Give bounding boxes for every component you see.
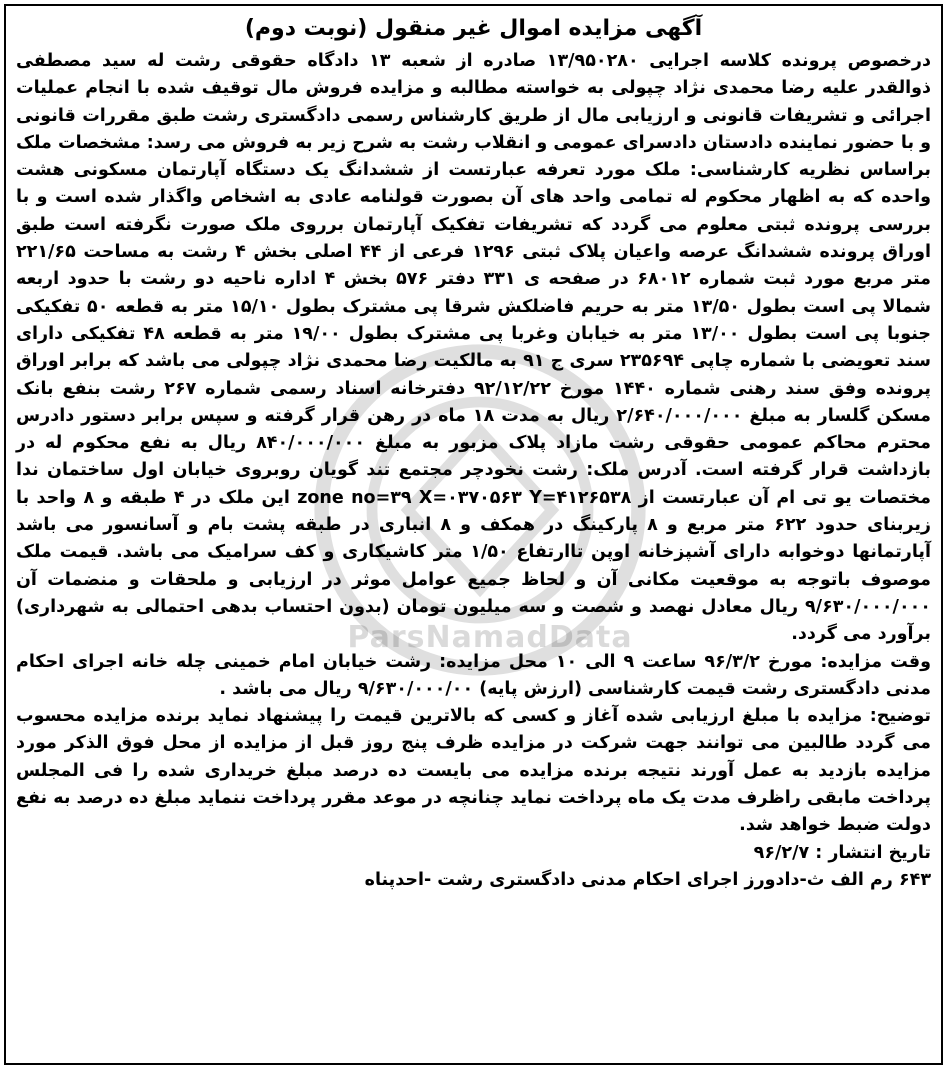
auction-time-paragraph: وقت مزایده: مورخ ۹۶/۳/۲ ساعت ۹ الی ۱۰ محل مزایده: رشت خیابان امام خمینی چله خانه اجرای احکام مدنی دادگستری رشت قیمت کارشناسی (ارزش پایه) ۹/۶۳۰/۰۰۰/۰۰ ریال می باشد . <box>16 651 931 699</box>
publish-date: تاریخ انتشار : ۹۶/۲/۷ <box>753 842 931 863</box>
notice-body-paragraph: درخصوص پرونده کلاسه اجرایی ۱۳/۹۵۰۲۸۰ صادره از شعبه ۱۳ دادگاه حقوقی رشت له سید مصطفی ذوالقدر علیه رضا محمدی نژاد چپولی به خواسته مطالبه و مزایده فروش مال توقیف شده با انجام عملیات اجرائی و تشریفات قانونی و ارزیابی مال از طریق کارشناس رسمی دادگستری رشت طبق مقررات قانونی و با حضور نماینده دادستان دادسرای عمومی و انقلاب رشت به شرح زیر به فروش می رسد: مشخصات ملک براساس نظریه کارشناسی: ملک مورد تعرفه عبارتست از ششدانگ یک دستگاه آپارتمان مسکونی هشت واحده که به اظهار محکوم له تمامی واحد های آن بصورت قولنامه عادی به اشخاص واگذار شده است و با بررسی پرونده ثبتی معلوم می گردد که تشریفات تفکیک آپارتمان برروی ملک صورت نگرفته است طبق اوراق پرونده ششدانگ عرصه واعیان پلاک ثبتی ۱۲۹۶ فرعی از ۴۴ اصلی بخش ۴ رشت به مساحت ۲۲۱/۶۵ متر مربع مورد ثبت شماره ۶۸۰۱۲ در صفحه ی ۳۳۱ دفتر ۵۷۶ بخش ۴ اداره ناحیه دو رشت با حدود اربعه شمالا پی است بطول ۱۳/۵۰ متر به حریم فاضلکش شرقا پی مشترک بطول ۱۵/۱۰ متر به قطعه ۵۰ تفکیکی جنوبا پی است بطول ۱۳/۰۰ متر به خیابان وغربا پی مشترک بطول ۱۹/۰۰ متر به قطعه ۴۸ تفکیکی دارای سند تعویضی با شماره چاپی ۲۳۵۶۹۴ سری ج ۹۱ به مالکیت رضا محمدی نژاد چپولی می باشد که برابر اوراق پرونده وفق سند رهنی شماره ۱۴۴۰ مورخ ۹۲/۱۲/۲۲ دفترخانه اسناد رسمی شماره ۲۶۷ رشت بنفع بانک مسکن گلسار به مبلغ ۲/۶۴۰/۰۰۰/۰۰۰ ریال به مدت ۱۸ ماه در رهن قرار گرفته و سپس برابر دستور دادرس محترم محاکم عمومی حقوقی رشت مازاد پلاک مزبور به مبلغ ۸۴۰/۰۰۰/۰۰۰ ریال به نفع محکوم له در بازداشت قرار گرفته است. آدرس ملک: رشت نخودچر مجتمع تند گویان روبروی خیابان اول ساختمان ندا مختصات یو تی ام آن عبارتست از zone no=۳۹ X=۰۳۷۰۵۶۳ Y=۴۱۲۶۵۳۸ این ملک در ۴ طبقه و ۸ واحد با زیربنای حدود ۶۲۲ متر مربع و ۸ پارکینگ در همکف و ۸ انباری در طبقه پشت بام و آسانسور می باشد آپارتمانها دوخوابه دارای آشپزخانه اوپن تاارتفاع ۱/۵۰ متر کاشیکاری و کف سرامیک می باشد. قیمت ملک موصوف باتوجه به موقعیت مکانی آن و لحاظ جمیع عوامل موثر در ارزیابی و ملحقات و منضمات آن ۹/۶۳۰/۰۰۰/۰۰۰ ریال معادل نهصد و شصت و سه میلیون تومان (بدون احتساب بدهی احتمالی به شهرداری) برآورد می گردد. <box>16 51 932 645</box>
explanation-paragraph: توضیح: مزایده با مبلغ ارزیابی شده آغاز و کسی که بالاترین قیمت را پیشنهاد نماید برنده مزایده محسوب می گردد طالبین می توانند جهت شرکت در مزایده ظرف پنج روز قبل از مزایده از محل فوق الذکر مورد مزایده بازدید به عمل آورند نتیجه برنده مزایده می بایست ده درصد مبلغ خریداری شده را فی المجلس پرداخت مابقی راظرف مدت یک ماه پرداخت نماید چنانچه در موعد مقرر پرداخت ننماید مبلغ ده درصد به نفع دولت ضبط خواهد شد. <box>16 706 931 836</box>
auction-notice <box>4 4 943 1065</box>
signature-line: ۶۴۳ رم الف ث-دادورز اجرای احکام مدنی دادگستری رشت -احدپناه <box>364 869 931 890</box>
watermark-text: ParsNamadData <box>347 620 633 655</box>
notice-title: آگهی مزایده اموال غیر منقول (نوبت دوم) <box>244 16 703 41</box>
